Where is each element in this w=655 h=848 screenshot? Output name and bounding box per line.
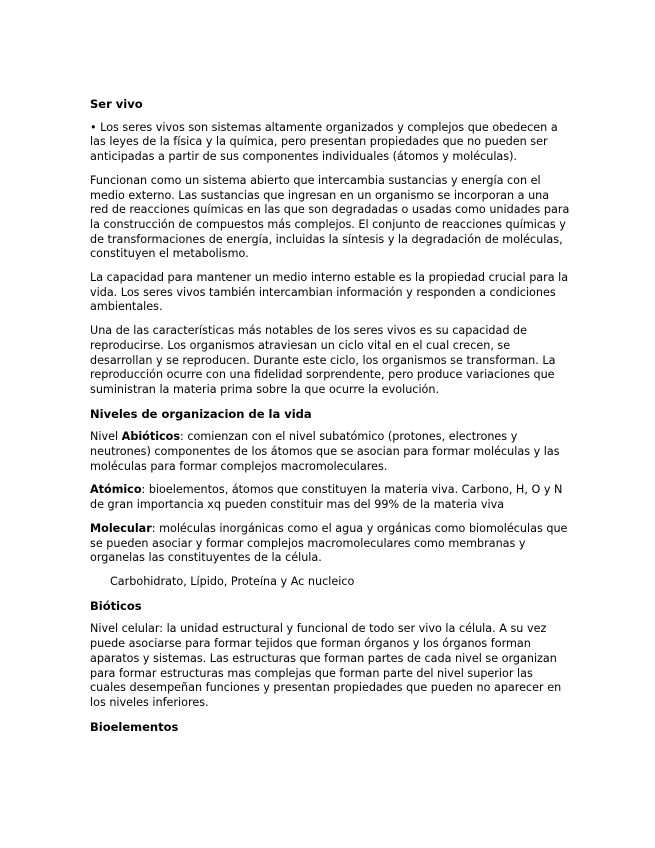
atomico-text: : bioelementos, átomos que constituyen la materia viva. Carbono, H, O y N de gran importancia xq pueden constituir mas del 99% de la materia viva <box>90 483 563 512</box>
paragraph-nivel-celular: Nivel celular: la unidad estructural y funcional de todo ser vivo la célula. A su vez puede asociarse para formar tejidos que forman órganos y los órganos forman aparatos y sistemas. Las estructuras que forman partes de cada nivel se organizan para formar estructuras mas complejas que forman parte del nivel superior las cuales desempeñan funciones y presentan propiedades que pueden no aparecer en los niveles inferiores. <box>90 622 562 709</box>
section-heading-bioticos: Bióticos <box>90 598 142 613</box>
paragraph-molecular <box>90 522 570 566</box>
paragraph-atomico <box>90 483 570 512</box>
section-heading-ser-vivo: Ser vivo <box>90 97 143 111</box>
abioticos-text: : comienzan con el nivel subatómico (protones, electrones y neutrones) componentes de los átomos que se asocian para formar moléculas y las moléculas para formar complejos macromoleculares. <box>90 430 560 473</box>
paragraph-reproduccion: Una de las características más notables de los seres vivos es su capacidad de reproducirse. Los organismos atraviesan un ciclo vital en el cual crecen, se desarrollan y se reproducen. Durante este ciclo, los organismos se transforman. La reproducción ocurre con una fidelidad sorprendente, pero produce variaciones que suministran la materia prima sobre la que ocurre la evolución. <box>90 324 556 396</box>
abioticos-prefix: Nivel <box>90 430 122 444</box>
atomico-term: Atómico <box>90 483 142 497</box>
molecular-term: Molecular <box>90 521 152 535</box>
abioticos-term: Abióticos <box>121 430 181 444</box>
paragraph-sistema-abierto: Funcionan como un sistema abierto que intercambia sustancias y energía con el medio externo. Las sustancias que ingresan en un organismo se incorporan a una red de reacciones químicas en las que son degradadas o usadas como unidades para la construcción de compuestos más complejos. El conjunto de reacciones químicas y de transformaciones de energía, incluidas la síntesis y la degradación de moléculas, constituyen el metabolismo. <box>90 173 570 261</box>
paragraph-seres-vivos: • Los seres vivos son sistemas altamente organizados y complejos que obedecen a las leyes de la física y la química, pero presentan propiedades que no pueden ser anticipadas a partir de sus componentes individuales (átomos y moléculas). <box>90 120 558 164</box>
molecular-text: : moléculas inorgánicas como el agua y orgánicas como biomoléculas que se pueden asociar y formar complejos macromoleculares como membranas y organelas las constituyentes de la célula. <box>90 521 568 565</box>
biomoleculas-list: Carbohidrato, Lípido, Proteína y Ac nucleico <box>110 574 355 588</box>
paragraph-abioticos <box>90 430 570 474</box>
section-heading-bioelementos: Bioelementos <box>90 719 179 734</box>
paragraph-medio-interno: La capacidad para mantener un medio interno estable es la propiedad crucial para la vida. Los seres vivos también intercambian información y responden a condiciones ambientales. <box>90 271 569 314</box>
document-page <box>90 97 570 743</box>
section-heading-niveles: Niveles de organizacion de la vida <box>90 406 312 421</box>
